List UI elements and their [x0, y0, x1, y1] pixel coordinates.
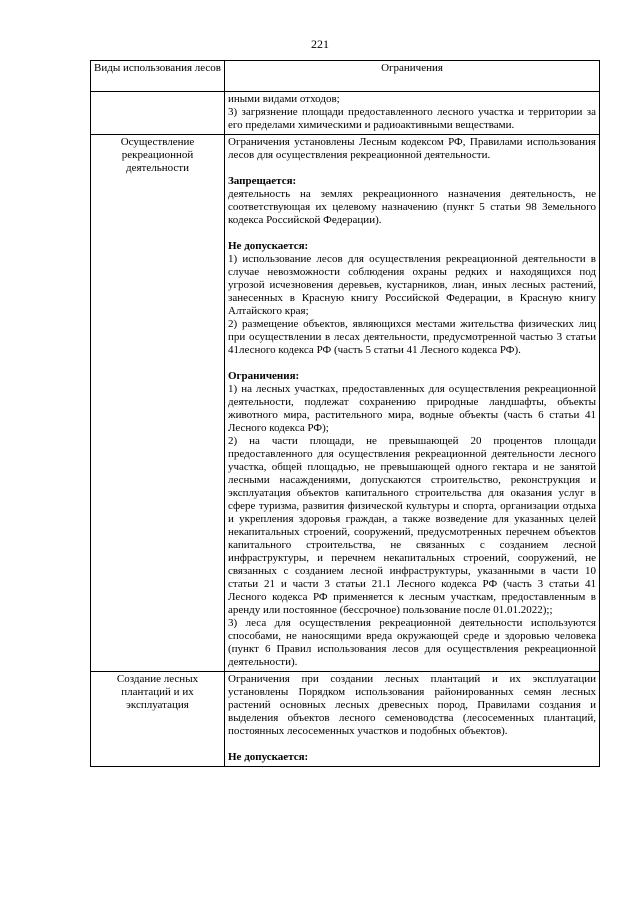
limits-heading: Ограничения: — [228, 370, 300, 382]
not-allowed-heading: Не допускается: — [228, 240, 309, 252]
row-label — [91, 92, 225, 135]
paragraph: иными видами отходов; — [228, 93, 340, 105]
not-allowed-item: 1) использование лесов для осуществления рекреационной деятельности в случае невозможности соблюдения охраны редких и находящихся под угрозой исчезновения деревьев, кустарников, лиан, иных лесных растений, занесенных в Красную книгу Российской Федерации, в Красную книгу Алтайского края; — [228, 253, 596, 317]
table-header-row — [91, 61, 600, 92]
paragraph: 3) загрязнение площади предоставленного лесного участка и территории за его пределами химическими и радиоактивными веществами. — [228, 106, 596, 131]
limit-item: 1) на лесных участках, предоставленных для осуществления рекреационной деятельности, подлежат сохранению природные ландшафты, объекты животного мира, растительного мира, водные объекты (часть 6 статьи 41 Лесного кодекса РФ); — [228, 383, 596, 434]
page-number: 221 — [311, 37, 329, 51]
header-use-types: Виды использования лесов — [91, 61, 225, 92]
not-allowed-heading: Не допускается: — [228, 751, 309, 763]
limit-item: 2) на части площади, не превышающей 20 процентов площади предоставленного для осуществления рекреационной деятельности лесного участка, общей площадью, не превышающей одного гектара и не занятой лесными насаждениями, допускаются строительство, реконструкция и эксплуатация объектов капитального строительства для оказания услуг в сфере туризма, развития физической культуры и спорта, организации отдыха и укрепления здоровья граждан, а также возведение для указанных целей некапитальных строений, сооружений, предусмотренных перечнем объектов капитального строительства, не связанных с созданием лесной инфраструктуры, и перечнем некапитальных строений, сооружений, не связанных с созданием лесной инфраструктуры, указанными в части 10 статьи 21 и части 3 статьи 21.1 Лесного кодекса РФ (часть 3 статьи 41 Лесного кодекса РФ применяется к лесным участкам, предоставленным в аренду или постоянное (бессрочное) пользование после 01.01.2022);; — [228, 435, 596, 616]
intro-paragraph: Ограничения установлены Лесным кодексом РФ, Правилами использования лесов для осуществления рекреационной деятельности. — [228, 136, 596, 161]
limit-item: 3) леса для осуществления рекреационной деятельности используются способами, не наносящими вреда окружающей среде и здоровью человека (пункт 6 Правил использования лесов для осуществления рекреационной деятельности). — [228, 617, 596, 668]
not-allowed-item: 2) размещение объектов, являющихся местами жительства физических лиц при осуществлении в лесах деятельности, предусмотренной частью 3 статьи 41лесного кодекса РФ (часть 5 статьи 41 Лесного кодекса РФ). — [228, 318, 596, 356]
intro-paragraph: Ограничения при создании лесных плантаций и их эксплуатации установлены Порядком использования районированных семян лесных растений основных лесных древесных пород, Правилами создания и выделения объектов лесного семеноводства (лесосеменных плантаций, постоянных лесосеменных участков и подобных объектов). — [228, 673, 596, 737]
table-row — [91, 135, 600, 672]
row-content — [225, 672, 600, 767]
row-label: Создание лесных плантаций и их эксплуатация — [91, 672, 225, 767]
row-content — [225, 135, 600, 672]
table-row — [91, 92, 600, 135]
table-row — [91, 672, 600, 767]
prohibited-text: деятельность на землях рекреационного назначения деятельность, не соответствующая их целевому назначению (пункт 5 статьи 98 Земельного кодекса Российской Федерации). — [228, 188, 596, 226]
header-restrictions: Ограничения — [225, 61, 600, 92]
row-content — [225, 92, 600, 135]
row-label: Осуществление рекреационной деятельности — [91, 135, 225, 672]
restrictions-table — [90, 60, 600, 767]
prohibited-heading: Запрещается: — [228, 175, 297, 187]
